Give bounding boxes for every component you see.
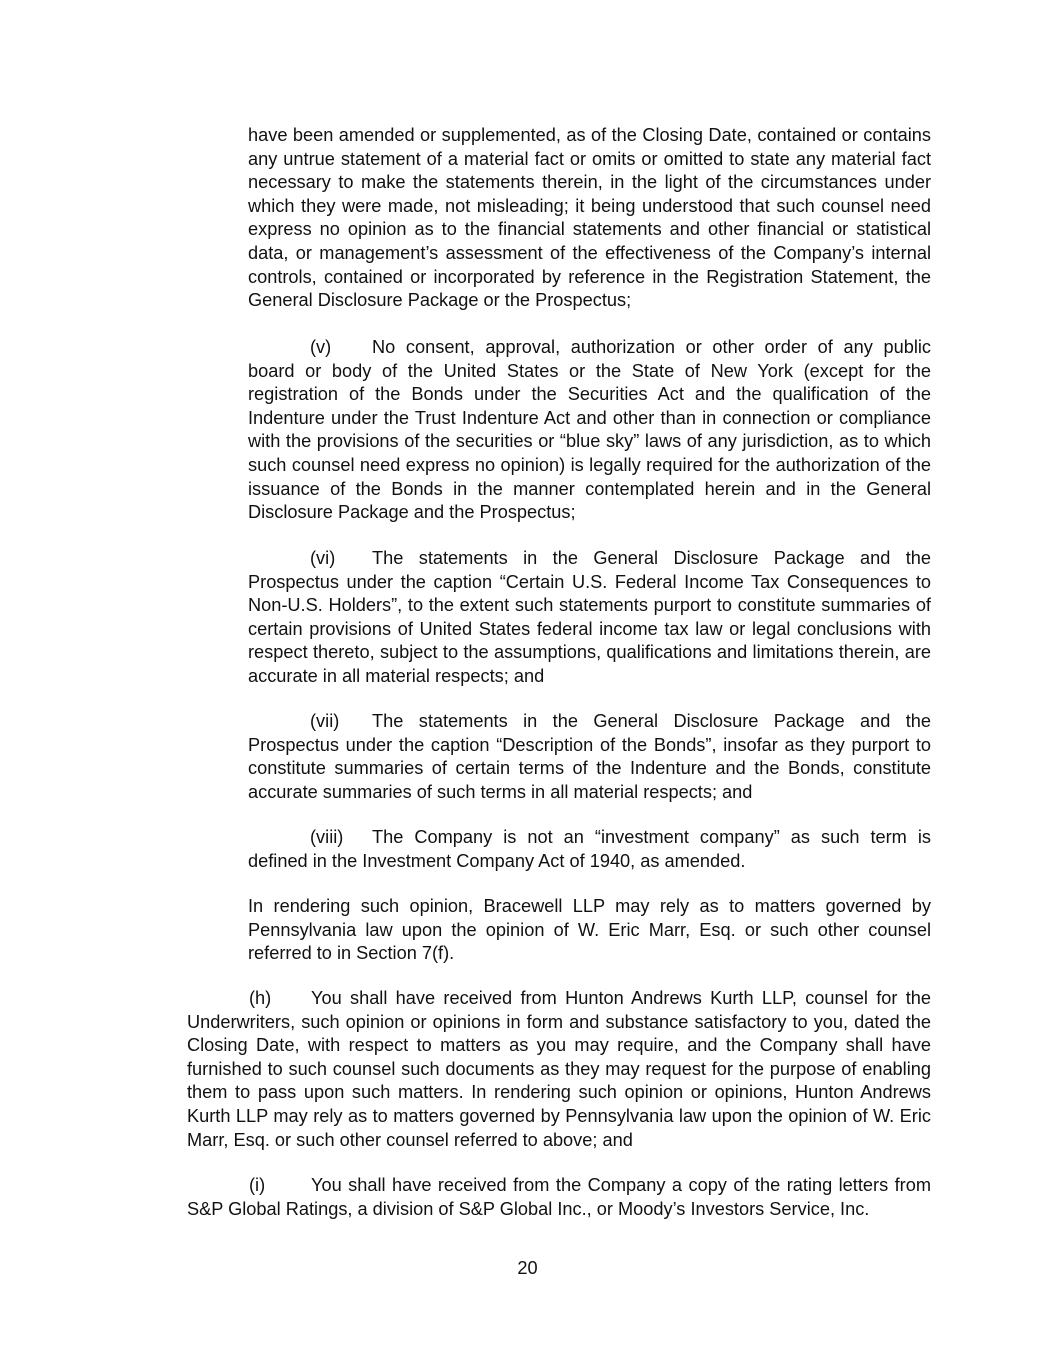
paragraph-i [187,1174,931,1221]
item-text-vi: The statements in the General Disclosure Package and the Prospectus under the caption “Certain U.S. Federal Income Tax Consequences to Non-U.S. Holders”, to the extent such statements purport to constitute summaries of certain provisions of United States federal income tax law or legal conclusions with respect thereto, subject to the assumptions, qualifications and limitations therein, are accurate in all material respects; and [248,548,931,686]
item-number-vii: (vii) [310,711,340,731]
item-number-vi: (vi) [310,548,336,568]
item-text-v: No consent, approval, authorization or other order of any public board or body of the United States or the State of New York (except for the registration of the Bonds under the Securities Act and the qualification of the Indenture under the Trust Indenture Act and other than in connection or compliance with the provisions of the securities or “blue sky” laws of any jurisdiction, as to which such counsel need express no opinion) is legally required for the authorization of the issuance of the Bonds in the manner contemplated herein and in the General Disclosure Package and the Prospectus; [248,337,931,523]
item-text-i: You shall have received from the Company a copy of the rating letters from S&P Global Ratings, a division of S&P Global Inc., or Moody’s Investors Service, Inc. [187,1175,931,1219]
paragraph-vi [248,547,931,689]
item-number-v: (v) [310,337,332,357]
paragraph-vii [248,710,931,804]
item-text-viii: The Company is not an “investment company” as such term is defined in the Investment Company Act of 1940, as amended. [248,827,931,871]
item-number-h: (h) [249,988,272,1008]
page-number: 20 [517,1258,538,1278]
item-number-viii: (viii) [310,827,344,847]
paragraph-viii [248,826,931,873]
paragraph-continued: have been amended or supplemented, as of the Closing Date, contained or contains any untrue statement of a material fact or omits or omitted to state any material fact necessary to make the statements therein, in the light of the circumstances under which they were made, not misleading; it being understood that such counsel need express no opinion as to the financial statements and other financial or statistical data, or management’s assessment of the effectiveness of the Company’s internal controls, contained or incorporated by reference in the Registration Statement, the General Disclosure Package or the Prospectus; [248,125,931,311]
item-text-h: You shall have received from Hunton Andrews Kurth LLP, counsel for the Underwriters, such opinion or opinions in form and substance satisfactory to you, dated the Closing Date, with respect to matters as you may require, and the Company shall have furnished to such counsel such documents as they may request for the purpose of enabling them to pass upon such matters. In rendering such opinion or opinions, Hunton Andrews Kurth LLP may rely as to matters governed by Pennsylvania law upon the opinion of W. Eric Marr, Esq. or such other counsel referred to above; and [187,988,931,1150]
paragraph-rendering-opinion: In rendering such opinion, Bracewell LLP may rely as to matters governed by Pennsylvania law upon the opinion of W. Eric Marr, Esq. or such other counsel referred to in Section 7(f). [248,896,931,964]
item-number-i: (i) [249,1175,266,1195]
paragraph-h [187,987,931,1152]
item-text-vii: The statements in the General Disclosure Package and the Prospectus under the caption “Description of the Bonds”, insofar as they purport to constitute summaries of certain terms of the Indenture and the Bonds, constitute accurate summaries of such terms in all material respects; and [248,711,931,802]
paragraph-v [248,336,931,525]
